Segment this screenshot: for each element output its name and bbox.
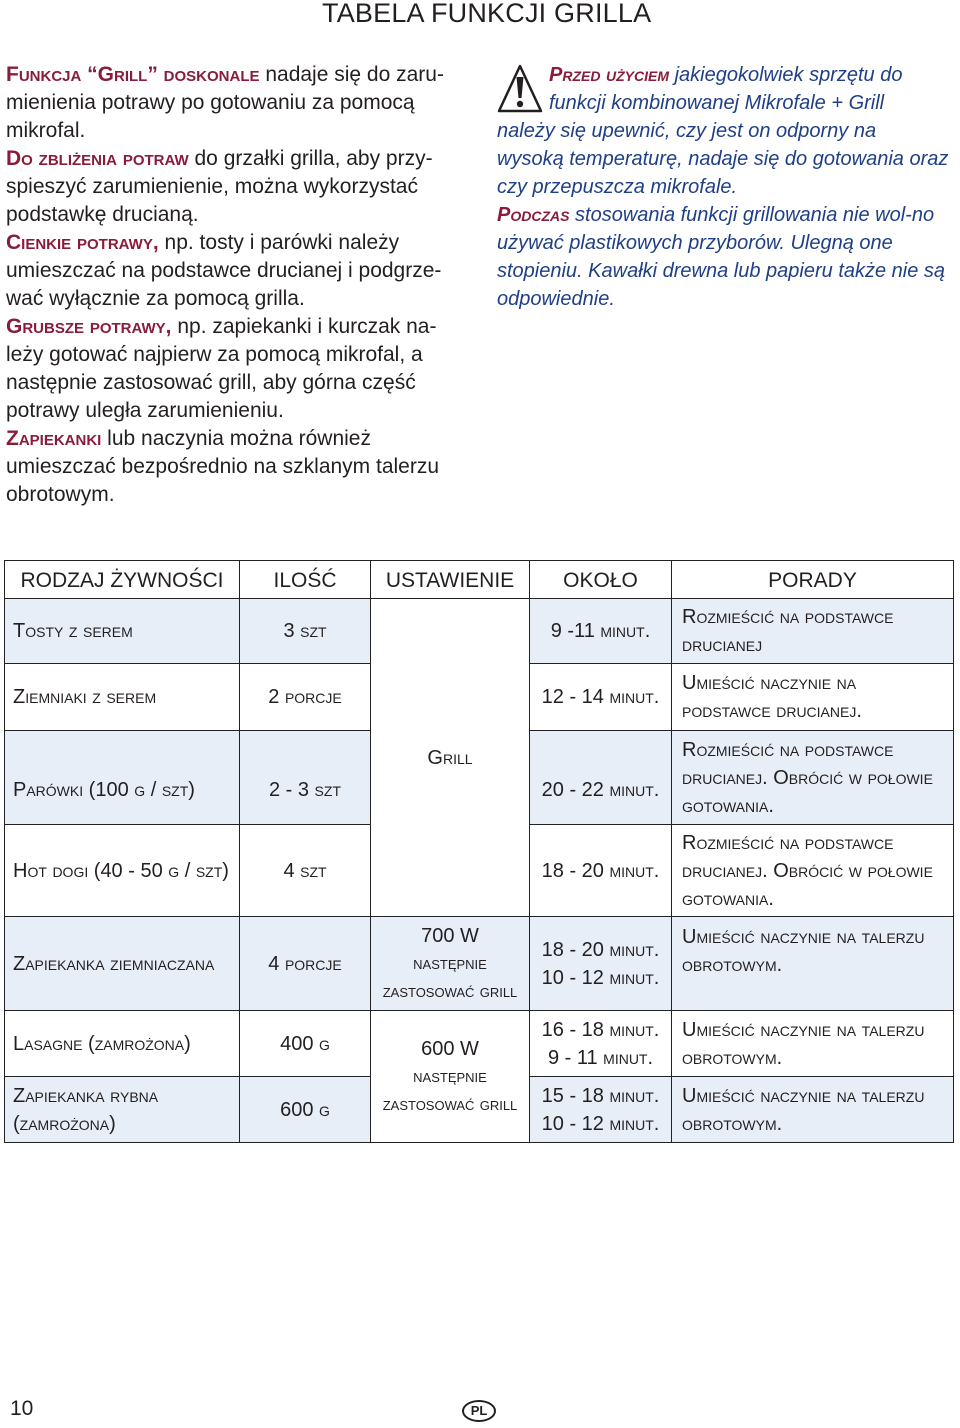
warning-keyword: Podczas — [497, 204, 570, 226]
setting-then: następnie — [413, 952, 487, 974]
quantity-cell: 4 szt — [240, 825, 371, 917]
language-badge: PL — [462, 1400, 496, 1422]
time-first: 16 - 18 minut. — [541, 1018, 660, 1041]
intro-keyword: Grubsze potrawy, — [6, 315, 172, 338]
intro-keyword: Cienkie potrawy, — [6, 231, 159, 254]
tip-cell: Umieścić naczynie na talerzu obrotowym. — [672, 917, 954, 1011]
warning-line: funkcji kombinowanej Mikrofale + Grill — [549, 92, 885, 114]
intro-body: np. tosty i parówki należy umieszczać na podstawce drucianej i podgrze-wać wyłącznie za pomocą grilla. — [6, 231, 442, 310]
intro-paragraph — [6, 425, 468, 509]
food-cell: Zapiekanka ziemniaczana — [5, 917, 240, 1011]
warning-triangle-icon — [497, 63, 543, 115]
time-second: 10 - 12 minut. — [541, 1112, 660, 1135]
setting-grill-cell — [371, 599, 530, 917]
warning-keyword: Przed użyciem — [549, 64, 670, 86]
setting-apply-grill: zastosować grill — [382, 980, 518, 1002]
time-cell — [530, 1077, 672, 1143]
setting-power: 700 W — [421, 924, 479, 947]
intro-paragraph — [6, 229, 468, 313]
intro-body: lub naczynia można również umieszczać bezpośrednio na szklanym talerzu obrotowym. — [6, 427, 440, 506]
setting-apply-grill: zastosować grill — [382, 1093, 518, 1115]
table-header-row — [5, 561, 954, 599]
quantity-cell: 400 g — [240, 1011, 371, 1077]
quantity-cell: 4 porcje — [240, 917, 371, 1011]
time-first: 18 - 20 minut. — [541, 938, 660, 961]
intro-paragraph — [6, 61, 468, 145]
warning-line: należy się upewnić, czy jest on odporny na — [497, 120, 877, 142]
food-cell: Tosty z serem — [5, 599, 240, 664]
tip-cell: Rozmieścić na podstawce drucianej — [672, 599, 954, 664]
header-quantity: ILOŚĆ — [240, 561, 371, 599]
quantity-cell: 3 szt — [240, 599, 371, 664]
time-cell — [530, 1011, 672, 1077]
tip-cell: Umieścić naczynie na talerzu obrotowym. — [672, 1077, 954, 1143]
warning-paragraph — [497, 61, 952, 201]
header-time: OKOŁO — [530, 561, 672, 599]
tip-cell: Umieścić naczynie na podstawce drucianej. — [672, 664, 954, 731]
time-cell: 12 - 14 minut. — [530, 664, 672, 731]
page-title: TABELA FUNKCJI GRILLA — [322, 0, 652, 28]
tip-cell: Rozmieścić na podstawce drucianej. Obrócić w połowie gotowania. — [672, 731, 954, 825]
warning-paragraph — [497, 201, 952, 313]
intro-keyword: Funkcja “Grill” doskonale — [6, 63, 260, 86]
warning-line: stosowania funkcji grillowania nie wol-no używać plastikowych przyborów. Ulegną one stopieniu. Kawałki drewna lub papieru także nie są odpowiednie. — [497, 204, 946, 310]
intro-text — [6, 61, 468, 509]
time-first: 15 - 18 minut. — [541, 1084, 660, 1107]
page-number: 10 — [10, 1397, 34, 1420]
intro-keyword: Do zbliżenia potraw — [6, 147, 189, 170]
time-cell: 20 - 22 minut. — [530, 731, 672, 825]
table-row — [5, 599, 954, 664]
setting-700w-cell — [371, 917, 530, 1011]
setting-power: 600 W — [421, 1037, 479, 1060]
time-cell — [530, 917, 672, 1011]
quantity-cell: 2 porcje — [240, 664, 371, 731]
time-cell: 18 - 20 minut. — [530, 825, 672, 917]
tip-cell: Rozmieścić na podstawce drucianej. Obrócić w połowie gotowania. — [672, 825, 954, 917]
tip-cell: Umieścić naczynie na talerzu obrotowym. — [672, 1011, 954, 1077]
header-tips: PORADY — [672, 561, 954, 599]
quantity-cell: 2 - 3 szt — [240, 731, 371, 825]
setting-then: następnie — [413, 1065, 487, 1087]
intro-keyword: Zapiekanki — [6, 427, 102, 450]
warning-line: jakiegokolwiek sprzętu do — [669, 64, 903, 86]
intro-body: nadaje się do zaru-mienienia potrawy po gotowaniu za pomocą mikrofal. — [6, 63, 444, 142]
table-row — [5, 1011, 954, 1077]
grill-function-table — [4, 560, 954, 1143]
table-row — [5, 917, 954, 1011]
intro-body: do grzałki grilla, aby przy-spieszyć zarumienienie, można wykorzystać podstawkę drucianą. — [6, 147, 433, 226]
food-cell: Hot dogi (40 - 50 g / szt) — [5, 825, 240, 917]
quantity-cell: 600 g — [240, 1077, 371, 1143]
food-cell: Parówki (100 g / szt) — [5, 731, 240, 825]
food-cell: Zapiekanka rybna (zamrożona) — [5, 1077, 240, 1143]
time-second: 10 - 12 minut. — [541, 966, 660, 989]
header-setting: USTAWIENIE — [371, 561, 530, 599]
header-food-type: RODZAJ ŻYWNOŚCI — [5, 561, 240, 599]
setting-grill-label: Grill — [427, 746, 473, 769]
time-cell: 9 -11 minut. — [530, 599, 672, 664]
intro-paragraph — [6, 145, 468, 229]
intro-paragraph — [6, 313, 468, 425]
food-cell: Ziemniaki z serem — [5, 664, 240, 731]
warning-line: wysoką temperaturę, nadaje się do gotowania oraz czy przepuszcza mikrofale. — [497, 148, 949, 198]
food-cell: Lasagne (zamrożona) — [5, 1011, 240, 1077]
setting-600w-cell — [371, 1011, 530, 1143]
intro-body: np. zapiekanki i kurczak na-leży gotować najpierw za pomocą mikrofal, a następnie zastosować grill, aby górna część potrawy uległa zarumienieniu. — [6, 315, 437, 422]
warning-box — [497, 61, 952, 313]
time-second: 9 - 11 minut. — [547, 1046, 654, 1069]
